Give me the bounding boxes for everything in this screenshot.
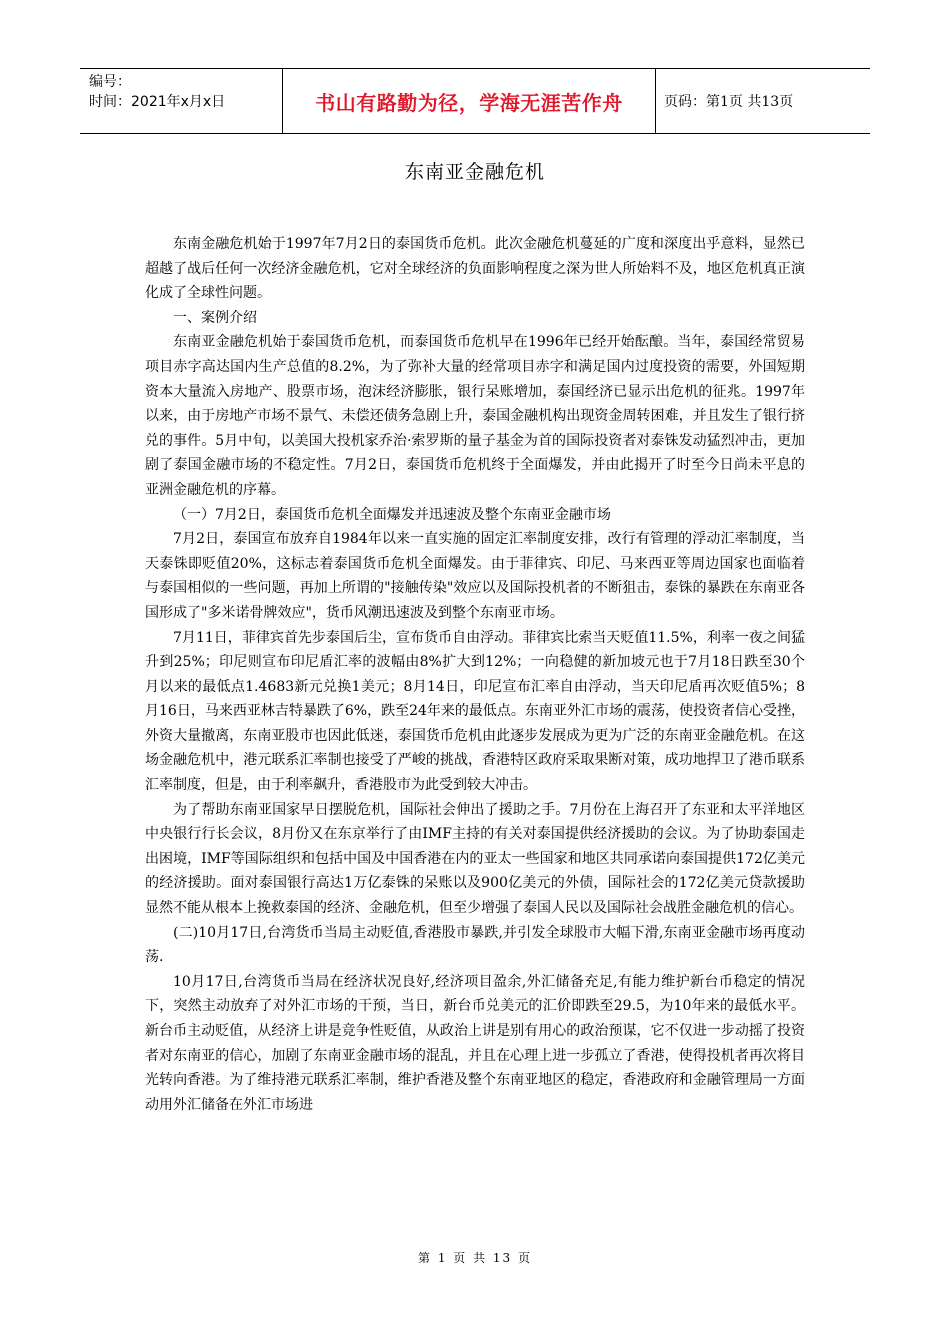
document-time-label: 时间：2021年x月x日 — [89, 94, 226, 110]
subsection-heading-1: （一）7月2日，泰国货币危机全面爆发并迅速波及整个东南亚金融市场 — [173, 506, 611, 523]
page-footer: 第 1 页 共 13 页 — [418, 1251, 532, 1265]
subsection-heading-2: (二)10月17日,台湾货币当局主动贬值,香港股市暴跌,并引发全球股市大幅下滑,东南亚金融市场再度动荡. — [145, 924, 805, 966]
document-title: 东南亚金融危机 — [404, 161, 545, 183]
header-motto: 书山有路勤为径，学海无涯苦作舟 — [283, 69, 656, 133]
document-number-label: 编号： — [89, 74, 131, 90]
section-heading-case: 一、案例介绍 — [173, 309, 257, 326]
header-table — [80, 68, 870, 134]
paragraph: 东南亚金融危机始于泰国货币危机，而泰国货币危机早在1996年已经开始酝酿。当年，泰国经常贸易项目赤字高达国内生产总值的8.2%，为了弥补大量的经常项目赤字和满足国内过度投资的需要，外国短期资本大量流入房地产、股票市场，泡沫经济膨胀，银行呆账增加，泰国经济已显示出危机的征兆。1997年以来，由于房地产市场不景气、未偿还债务急剧上升，泰国金融机构出现资金周转困难，并且发生了银行挤兑的事件。5月中旬，以美国大投机家乔治·索罗斯的量子基金为首的国际投资者对泰铢发动猛烈冲击，更加剧了泰国金融市场的不稳定性。7月2日，泰国货币危机终于全面爆发，并由此揭开了时至今日尚未平息的亚洲金融危机的序幕。 — [145, 334, 805, 498]
header-meta-cell — [80, 69, 283, 133]
paragraph-intro: 东南金融危机始于1997年7月2日的泰国货币危机。此次金融危机蔓延的广度和深度出乎意料，显然已超越了战后任何一次经济金融危机，它对全球经济的负面影响程度之深为世人所始料不及，地区危机真正演化成了全球性问题。 — [145, 236, 805, 302]
paragraph: 7月11日，菲律宾首先步泰国后尘，宣布货币自由浮动。菲律宾比索当天贬值11.5%，利率一夜之间猛升到25%；印尼则宣布印尼盾汇率的波幅由8%扩大到12%；一向稳健的新加坡元也于7月18日跌至30个月以来的最低点1.4683新元兑换1美元；8月14日，印尼宣布汇率自由浮动，当天印尼盾再次贬值5%；8月16日，马来西亚林吉特暴跌了6%，跌至24年来的最低点。东南亚外汇市场的震荡，使投资者信心受挫，外资大量撤离，东南亚股市也因此低迷，泰国货币危机由此逐步发展成为更为广泛的东南亚金融危机。在这场金融危机中，港元联系汇率制也接受了严峻的挑战，香港特区政府采取果断对策，成功地捍卫了港币联系汇率制度，但是，由于利率飙升，香港股市为此受到较大冲击。 — [145, 629, 805, 794]
paragraph: 为了帮助东南亚国家早日摆脱危机，国际社会伸出了援助之手。7月份在上海召开了东亚和太平洋地区中央银行行长会议，8月份又在东京举行了由IMF主持的有关对泰国提供经济援助的会议。为了协助泰国走出困境，IMF等国际组织和包括中国及中国香港在内的亚太一些国家和地区共同承诺向泰国提供172亿美元的经济援助。面对泰国银行高达1万亿泰铢的呆账以及900亿美元的外债，国际社会的172亿美元贷款援助显然不能从根本上挽救泰国的经济、金融危机，但至少增强了泰国人民以及国际社会战胜金融危机的信心。 — [145, 801, 805, 917]
paragraph: 10月17日,台湾货币当局在经济状况良好,经济项目盈余,外汇储备充足,有能力维护新台币稳定的情况下，突然主动放弃了对外汇市场的干预，当日，新台币兑美元的汇价即跌至29.5，为10年来的最低水平。新台币主动贬值，从经济上讲是竞争性贬值，从政治上讲是别有用心的政治预谋，它不仅进一步动摇了投资者对东南亚的信心，加剧了东南亚金融市场的混乱，并且在心理上进一步孤立了香港，使得投机者再次将目光转向香港。为了维持港元联系汇率制，维护香港及整个东南亚地区的稳定，香港政府和金融管理局一方面动用外汇储备在外汇市场进 — [145, 973, 805, 1113]
document-body — [145, 232, 805, 1117]
paragraph: 7月2日，泰国宣布放弃自1984年以来一直实施的固定汇率制度安排，改行有管理的浮动汇率制度，当天泰铢即贬值20%，这标志着泰国货币危机全面爆发。由于菲律宾、印尼、马来西亚等周边国家也面临着与泰国相似的一些问题，再加上所谓的"接触传染"效应以及国际投机者的不断狙击，泰铢的暴跌在东南亚各国形成了"多米诺骨牌效应"，货币风潮迅速波及到整个东南亚市场。 — [145, 531, 805, 621]
header-page-info: 页码：第1页 共13页 — [664, 94, 794, 110]
